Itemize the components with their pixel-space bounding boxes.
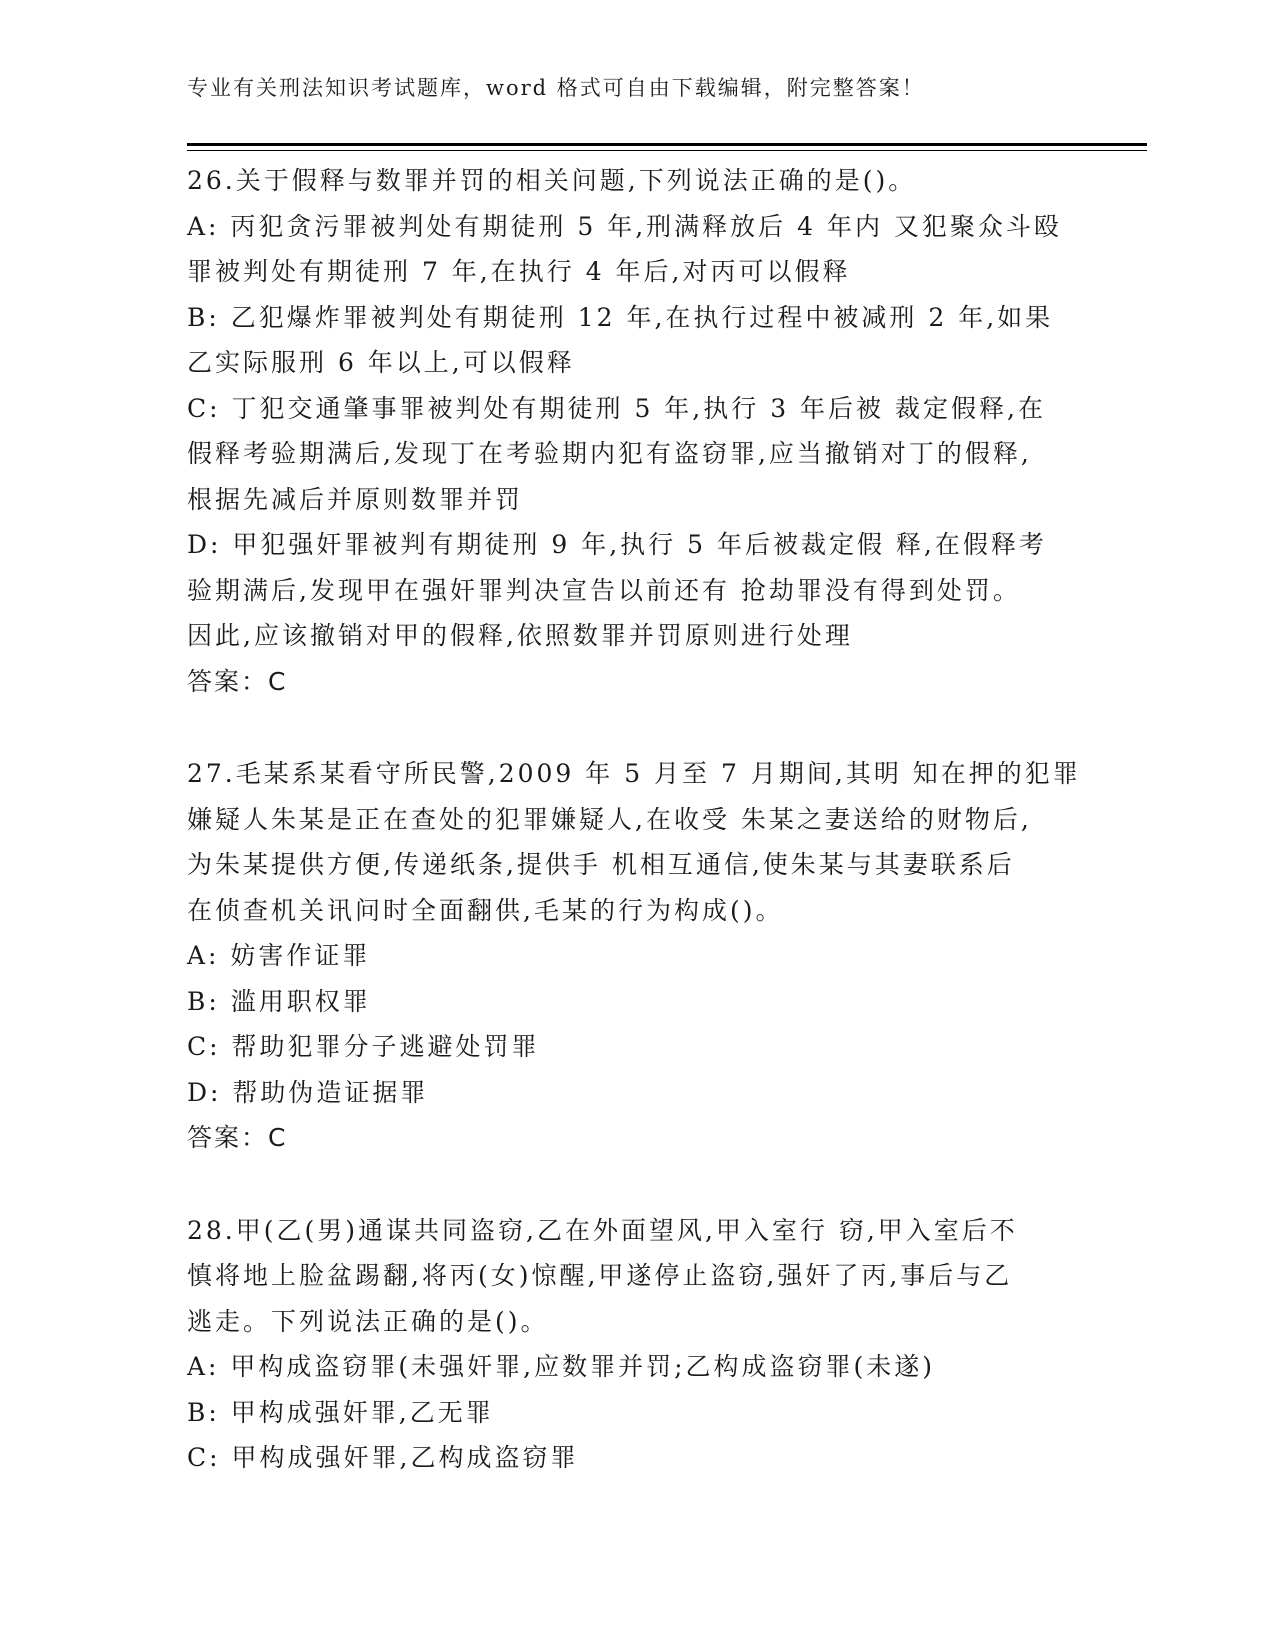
option-line: 罪被判处有期徒刑 7 年,在执行 4 年后,对丙可以假释 bbox=[187, 257, 851, 286]
question-line: 28.甲(乙(男)通谋共同盗窃,乙在外面望风,甲入室行 窃,甲入室后不 bbox=[187, 1215, 1018, 1245]
question-26 bbox=[187, 158, 1087, 704]
option-line: 根据先减后并原则数罪并罚 bbox=[187, 484, 524, 514]
question-gap bbox=[187, 704, 1087, 751]
option-line: D: 甲犯强奸罪被判有期徒刑 9 年,执行 5 年后被裁定假 释,在假释考 bbox=[187, 530, 1047, 559]
option-line: C: 丁犯交通肇事罪被判处有期徒刑 5 年,执行 3 年后被 裁定假释,在 bbox=[187, 393, 1046, 423]
question-list bbox=[187, 158, 1087, 1481]
question-28 bbox=[187, 1208, 1087, 1481]
question-line: 为朱某提供方便,传递纸条,提供手 机相互通信,使朱某与其妻联系后 bbox=[187, 850, 1015, 879]
option-line: C: 甲构成强奸罪,乙构成盗窃罪 bbox=[187, 1443, 579, 1472]
option-line: A: 妨害作证罪 bbox=[187, 941, 371, 970]
answer-line: 答案：C bbox=[187, 666, 288, 696]
question-line: 27.毛某系某看守所民警,2009 年 5 月至 7 月期间,其明 知在押的犯罪 bbox=[187, 759, 1081, 788]
question-line: 逃走。下列说法正确的是()。 bbox=[187, 1306, 549, 1336]
option-line: 验期满后,发现甲在强奸罪判决宣告以前还有 抢劫罪没有得到处罚。 bbox=[187, 575, 1021, 605]
answer-line: 答案：C bbox=[187, 1123, 288, 1152]
header-rule-thin bbox=[187, 150, 1147, 151]
option-line: D: 帮助伪造证据罪 bbox=[187, 1077, 429, 1107]
question-gap bbox=[187, 1161, 1087, 1208]
question-line: 慎将地上脸盆踢翻,将丙(女)惊醒,甲遂停止盗窃,强奸了丙,事后与乙 bbox=[187, 1261, 1013, 1290]
page-header: 专业有关刑法知识考试题库，word 格式可自由下载编辑，附完整答案！ bbox=[187, 76, 925, 100]
option-line: A: 甲构成盗窃罪(未强奸罪,应数罪并罚;乙构成盗窃罪(未遂) bbox=[187, 1352, 936, 1381]
option-line: B: 滥用职权罪 bbox=[187, 986, 371, 1016]
header-rule-thick bbox=[187, 143, 1147, 146]
option-line: 乙实际服刑 6 年以上,可以假释 bbox=[187, 348, 575, 377]
question-line: 26.关于假释与数罪并罚的相关问题,下列说法正确的是()。 bbox=[187, 166, 917, 195]
question-line: 在侦查机关讯问时全面翻供,毛某的行为构成()。 bbox=[187, 895, 784, 925]
option-line: C: 帮助犯罪分子逃避处罚罪 bbox=[187, 1032, 540, 1061]
option-line: B: 甲构成强奸罪,乙无罪 bbox=[187, 1397, 494, 1427]
option-line: 因此,应该撤销对甲的假释,依照数罪并罚原则进行处理 bbox=[187, 621, 853, 650]
option-line: B: 乙犯爆炸罪被判处有期徒刑 12 年,在执行过程中被减刑 2 年,如果 bbox=[187, 302, 1054, 332]
option-line: 假释考验期满后,发现丁在考验期内犯有盗窃罪,应当撤销对丁的假释, bbox=[187, 439, 1032, 468]
option-line: A: 丙犯贪污罪被判处有期徒刑 5 年,刑满释放后 4 年内 又犯聚众斗殴 bbox=[187, 211, 1062, 241]
question-27 bbox=[187, 751, 1087, 1161]
question-line: 嫌疑人朱某是正在查处的犯罪嫌疑人,在收受 朱某之妻送给的财物后, bbox=[187, 804, 1032, 834]
